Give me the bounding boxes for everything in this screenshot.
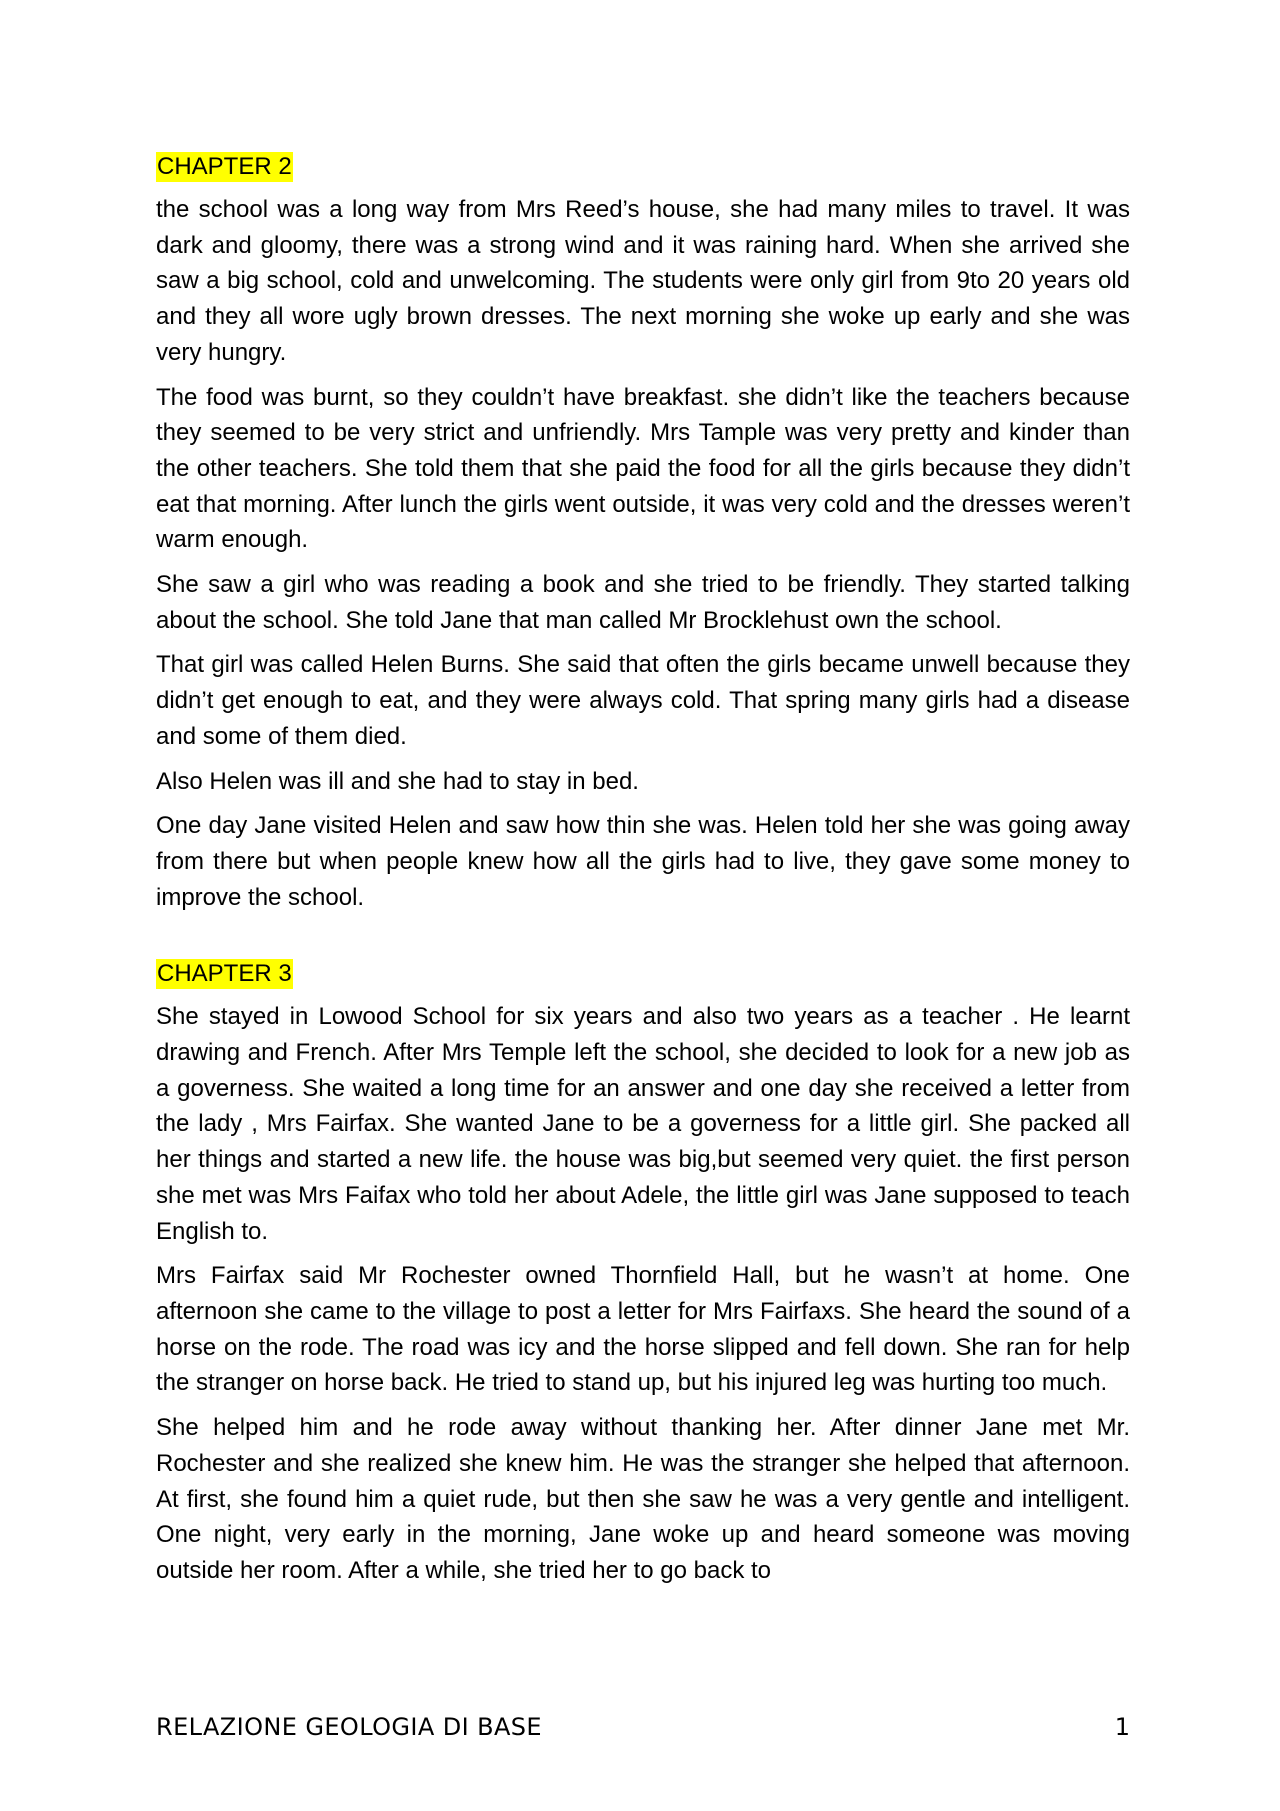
chapter-2-section [156,152,1130,915]
paragraph: She stayed in Lowood School for six years and also two years as a teacher . He learnt drawing and French. After Mrs Temple left the school, she decided to look for a new job as a governess. She waited a long time for an answer and one day she received a letter from the lady , Mrs Fairfax. She wanted Jane to be a governess for a little girl. She packed all her things and started a new life. the house was big,but seemed very quiet. the first person she met was Mrs Faifax who told her about Adele, the little girl was Jane supposed to teach English to. [156,1003,1130,1245]
paragraph: She helped him and he rode away without thanking her. After dinner Jane met Mr. Rochester and she realized she knew him. He was the stranger she helped that afternoon. At first, she found him a quiet rude, but then she saw he was a very gentle and intelligent. One night, very early in the morning, Jane woke up and heard someone was moving outside her room. After a while, she tried her to go back to [156,1414,1130,1584]
chapter-3-section [156,959,1130,1588]
paragraph: She saw a girl who was reading a book and she tried to be friendly. They started talking about the school. She told Jane that man called Mr Brocklehust own the school. [156,571,1130,634]
chapter-heading: CHAPTER 2 [157,153,292,180]
page-number: 1 [1114,1713,1130,1741]
paragraph: That girl was called Helen Burns. She said that often the girls became unwell because they didn’t get enough to eat, and they were always cold. That spring many girls had a disease and some of them died. [156,651,1130,750]
chapter-heading: CHAPTER 3 [157,960,292,988]
footer-title: RELAZIONE GEOLOGIA DI BASE [156,1713,542,1741]
paragraph: Also Helen was ill and she had to stay in bed. [156,767,639,795]
paragraph: Mrs Fairfax said Mr Rochester owned Thornfield Hall, but he wasn’t at home. One afternoon she came to the village to post a letter for Mrs Fairfaxs. She heard the sound of a horse on the rode. The road was icy and the horse slipped and fell down. She ran for help the stranger on horse back. He tried to stand up, but his injured leg was hurting too much. [156,1262,1130,1397]
paragraph: the school was a long way from Mrs Reed’s house, she had many miles to travel. It was dark and gloomy, there was a strong wind and it was raining hard. When she arrived she saw a big school, cold and unwelcoming. The students were only girl from 9to 20 years old and they all wore ugly brown dresses. The next morning she woke up early and she was very hungry. [156,196,1130,366]
document-body [156,152,1130,1598]
paragraph: One day Jane visited Helen and saw how thin she was. Helen told her she was going away from there but when people knew how all the girls had to live, they gave some money to improve the school. [156,812,1130,911]
paragraph: The food was burnt, so they couldn’t have breakfast. she didn’t like the teachers because they seemed to be very strict and unfriendly. Mrs Tample was very pretty and kinder than the other teachers. She told them that she paid the food for all the girls because they didn’t eat that morning. After lunch the girls went outside, it was very cold and the dresses weren’t warm enough. [156,383,1130,554]
